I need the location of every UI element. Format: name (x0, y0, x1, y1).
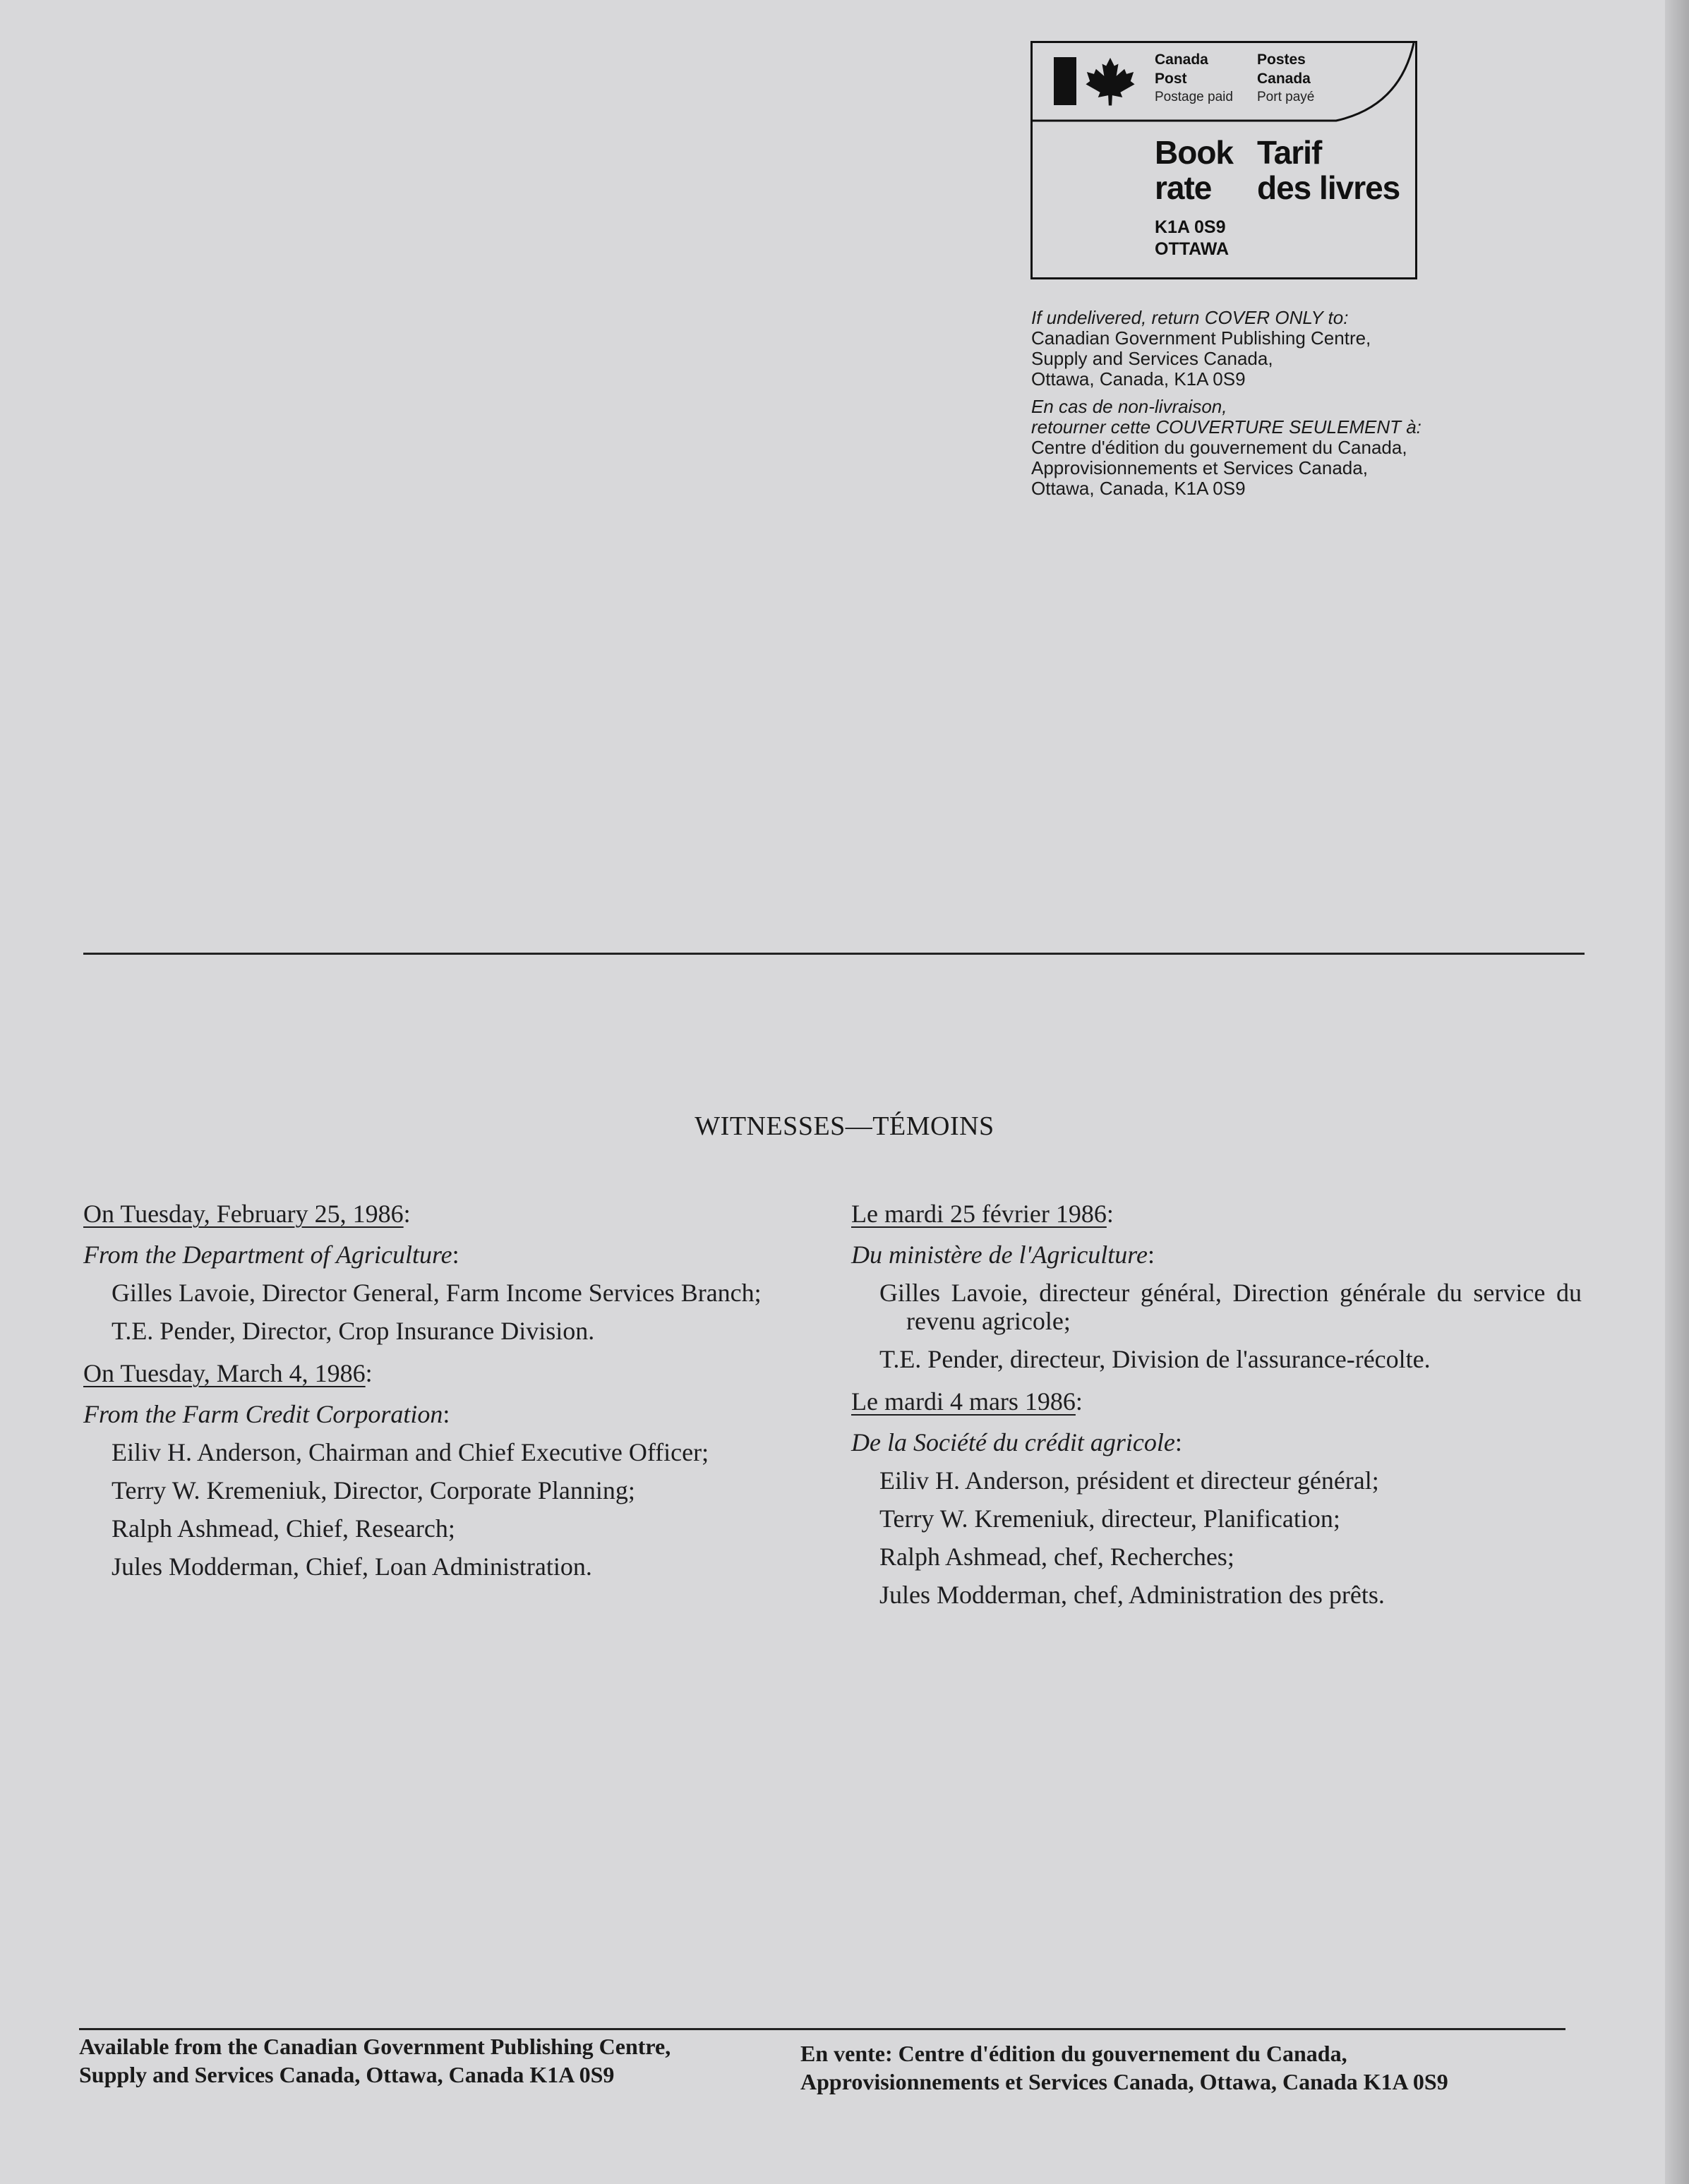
witness-entry: T.E. Pender, directeur, Division de l'assurance-récolte. (879, 1345, 1431, 1373)
return-en-line2: Canadian Government Publishing Centre, (1031, 327, 1371, 349)
witness-entry: Jules Modderman, Chief, Loan Administration. (112, 1552, 592, 1581)
organization-1-fr-colon: : (1147, 1241, 1155, 1269)
organization-2-fr-colon: : (1174, 1428, 1182, 1456)
book-rate-label (1155, 135, 1233, 205)
witness-entry: Gilles Lavoie, Director General, Farm Income Services Branch; (112, 1279, 762, 1307)
post-en-line2: Post (1155, 71, 1187, 87)
organization-2-en (83, 1400, 814, 1428)
post-fr-line1: Postes (1257, 52, 1306, 68)
witness-entry: Ralph Ashmead, Chief, Research; (112, 1514, 455, 1543)
session-date-1-fr (851, 1200, 1582, 1228)
return-en-line3: Supply and Services Canada, (1031, 348, 1273, 369)
witness-entry: Eiliv H. Anderson, Chairman and Chief Executive Officer; (112, 1438, 709, 1466)
postal-city: OTTAWA (1155, 239, 1230, 259)
footer-en-line2: Supply and Services Canada, Ottawa, Canada K1A 0S9 (79, 2062, 615, 2087)
session-date-2-en (83, 1359, 814, 1387)
witnesses-column-en (83, 1200, 814, 1581)
flag-bar-icon (1054, 57, 1076, 105)
return-en-line4: Ottawa, Canada, K1A 0S9 (1031, 368, 1246, 390)
footer-en-line1: Available from the Canadian Government Publishing Centre, (79, 2034, 671, 2059)
session-date-2-en-text: On Tuesday, March 4, 1986 (83, 1359, 366, 1387)
postage-indicia (1030, 41, 1417, 279)
witness-entry: Ralph Ashmead, chef, Recherches; (879, 1543, 1234, 1571)
return-instructions (1031, 308, 1539, 499)
witnesses-heading: WITNESSES—TÉMOINS (695, 1111, 994, 1141)
witnesses-column-fr (851, 1200, 1582, 1609)
organization-1-en-text: From the Department of Agriculture (83, 1241, 452, 1269)
post-en-line1: Canada (1155, 52, 1208, 68)
divider-rule-bottom (79, 2028, 1565, 2030)
availability-notice-en (79, 2032, 785, 2089)
footer-fr-line2: Approvisionnements et Services Canada, Ottawa, Canada K1A 0S9 (800, 2069, 1448, 2094)
session-date-1-fr-colon: : (1106, 1200, 1114, 1228)
rate-en-line1: Book (1155, 134, 1233, 171)
organization-1-en (83, 1241, 814, 1269)
footer-fr-line1: En vente: Centre d'édition du gouvernement du Canada, (800, 2041, 1347, 2066)
witness-entry: Jules Modderman, chef, Administration des prêts. (879, 1581, 1385, 1609)
session-date-2-fr-colon: : (1075, 1387, 1083, 1416)
return-fr-line5: Ottawa, Canada, K1A 0S9 (1031, 478, 1246, 499)
post-fr-line2: Canada (1257, 71, 1311, 87)
postes-canada-label (1257, 50, 1314, 107)
return-fr-line1: En cas de non-livraison, (1031, 396, 1227, 417)
witness-entry: Eiliv H. Anderson, président et directeur général; (879, 1466, 1379, 1495)
session-date-1-en (83, 1200, 814, 1228)
session-date-1-en-text: On Tuesday, February 25, 1986 (83, 1200, 404, 1228)
indicia-postal-code (1155, 217, 1229, 260)
return-en-line1: If undelivered, return COVER ONLY to: (1031, 307, 1349, 328)
session-date-1-fr-text: Le mardi 25 février 1986 (851, 1200, 1107, 1228)
tarif-livres-label (1257, 135, 1400, 205)
postage-paid-en: Postage paid (1155, 90, 1233, 104)
organization-2-en-text: From the Farm Credit Corporation (83, 1400, 443, 1428)
rate-fr-line2: des livres (1257, 169, 1400, 206)
organization-2-fr (851, 1428, 1582, 1456)
witness-entry: Terry W. Kremeniuk, Director, Corporate Planning; (112, 1476, 635, 1504)
organization-2-fr-text: De la Société du crédit agricole (851, 1428, 1175, 1456)
witness-entry: T.E. Pender, Director, Crop Insurance Division. (112, 1317, 595, 1345)
session-date-2-fr-text: Le mardi 4 mars 1986 (851, 1387, 1076, 1416)
session-date-2-en-colon: : (365, 1359, 373, 1387)
postal-code: K1A 0S9 (1155, 217, 1226, 237)
page-edge-shadow (1665, 0, 1689, 2184)
organization-1-fr-text: Du ministère de l'Agriculture (851, 1241, 1148, 1269)
rate-fr-line1: Tarif (1257, 134, 1322, 171)
return-fr-line2: retourner cette COUVERTURE SEULEMENT à: (1031, 416, 1421, 438)
organization-1-en-colon: : (452, 1241, 459, 1269)
postage-paid-fr: Port payé (1257, 90, 1315, 104)
organization-2-en-colon: : (443, 1400, 450, 1428)
session-date-2-fr (851, 1387, 1582, 1416)
rate-en-line2: rate (1155, 169, 1212, 206)
divider-rule-top (83, 953, 1585, 955)
session-date-1-en-colon: : (403, 1200, 411, 1228)
return-fr-line3: Centre d'édition du gouvernement du Canada, (1031, 437, 1407, 458)
organization-1-fr (851, 1241, 1582, 1269)
maple-leaf-icon (1085, 54, 1136, 108)
return-fr-line4: Approvisionnements et Services Canada, (1031, 457, 1368, 478)
witness-entry: Terry W. Kremeniuk, directeur, Planification; (879, 1504, 1340, 1533)
witness-entry: Gilles Lavoie, directeur général, Direction générale du service du revenu agricole; (879, 1279, 1582, 1335)
availability-notice-fr (800, 2039, 1577, 2096)
canada-post-label (1155, 50, 1233, 107)
